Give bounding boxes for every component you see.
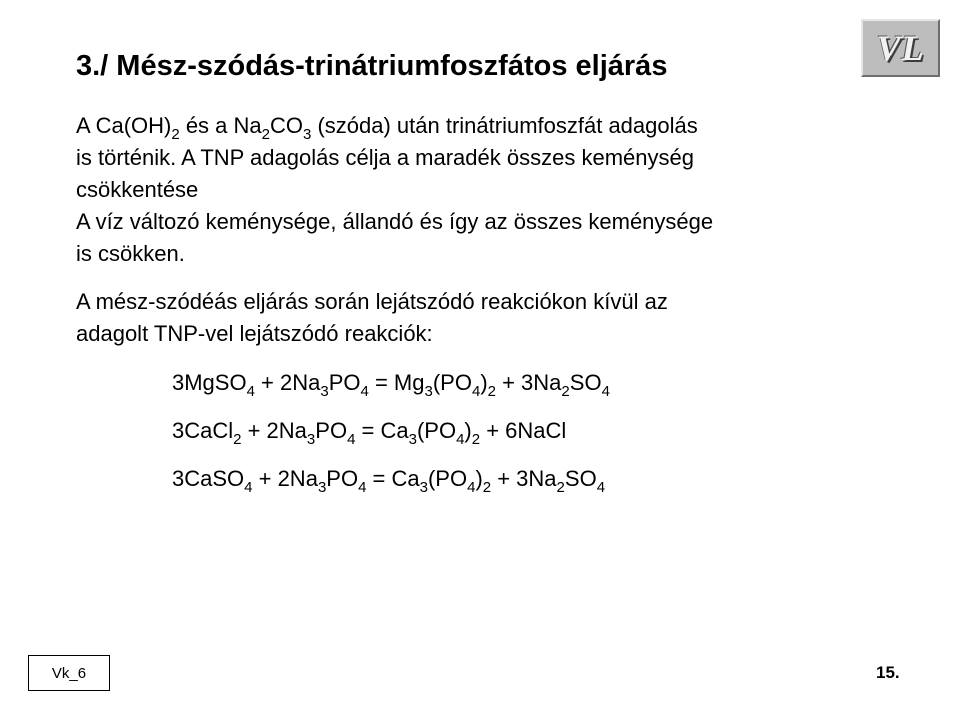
reactions-intro-paragraph <box>76 286 668 350</box>
intro-paragraph <box>76 110 713 270</box>
footer-label-box <box>28 655 110 691</box>
equation-mgso4: 3MgSO$_4$ + $2Na_3PO_4 = Mg_3(PO_4)_2 + 3Na_2SO_4$ <box>172 370 610 400</box>
intro-line-2: is történik. A TNP adagolás célja a maradék összes keménység <box>76 145 694 170</box>
reactions-intro-line-1: A mész-szódéás eljárás során lejátszódó reakciókon kívül az <box>76 289 668 314</box>
footer-label: Vk_6 <box>51 664 87 682</box>
slide-title: 3./ Mész-szódás-trinátriumfoszfátos eljárás <box>76 50 668 82</box>
page-number: 15. <box>876 663 900 682</box>
intro-line-1: A $Ca(OH)_2$ és a $Na_2CO_3$ (szóda) után trinátriumfoszfát adagolás <box>76 113 698 143</box>
equation-cacl2: 3CaCl$_2$ + $2Na_3PO_4 = Ca_3(PO_4)_2$ + 6NaCl <box>172 418 567 448</box>
vl-logo-text: VL <box>876 28 925 68</box>
intro-line-4: A víz változó keménysége, állandó és így az összes keménysége <box>76 209 714 234</box>
vl-logo <box>861 19 940 77</box>
intro-line-5: is csökken. <box>76 241 185 266</box>
equation-caso4: 3CaSO$_4$ + $2Na_3PO_4 = Ca_3(PO_4)_2 + 3Na_2SO_4$ <box>172 466 606 496</box>
reactions-intro-line-2: adagolt TNP-vel lejátszódó reakciók: <box>76 321 433 346</box>
intro-line-3: csökkentése <box>76 177 199 202</box>
